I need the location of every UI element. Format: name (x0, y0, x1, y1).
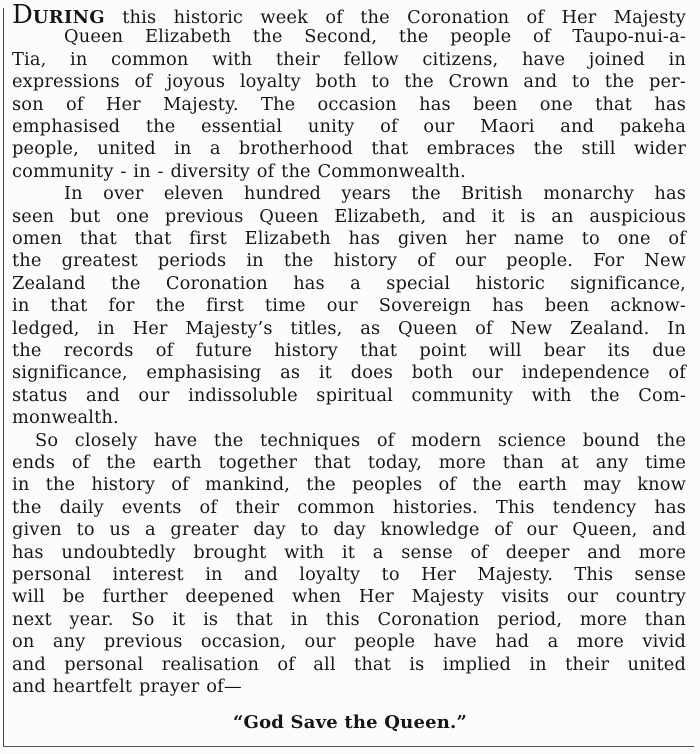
article-line-3: Tia, in common with their fellow citizens, have joined in (12, 48, 686, 70)
article-line-18: status and our indissoluble spiritual community with the Com- (12, 384, 686, 406)
article-line-24: given to us a greater day to day knowledge of our Queen, and (12, 519, 686, 541)
drop-cap: D (12, 0, 33, 30)
column-rule-left (3, 8, 4, 746)
article-line-23: the daily events of their common histories. This tendency has (12, 496, 686, 518)
article-line-13: Zealand the Coronation has a special historic significance, (12, 272, 686, 294)
article-line-14: in that for the first time our Sovereign has been acknow- (12, 295, 686, 317)
article-line-22: in the history of mankind, the peoples of the earth may know (12, 474, 686, 496)
article-line-10: seen but one previous Queen Elizabeth, and it is an auspicious (12, 205, 686, 227)
article-line-19: monwealth. (12, 407, 119, 429)
article-line-9: In over eleven hundred years the British monarchy has (64, 183, 686, 205)
article-line-6: emphasised the essential unity of our Maori and pakeha (12, 116, 686, 137)
line-text: this historic week of the Coronation of Her Majesty (104, 7, 686, 28)
article-line-7: people, united in a brotherhood that embraces the still wider (12, 138, 686, 160)
article-line-29: on any previous occasion, our people have had a more vivid (12, 631, 686, 653)
lead-word: URING (32, 7, 105, 28)
article-line-8: community - in - diversity of the Commonwealth. (12, 160, 466, 182)
article-line-1 (12, 0, 686, 30)
article-line-25: has undoubtedly brought with it a sense of deeper and more (12, 541, 686, 563)
column-rule-bottom (3, 746, 694, 747)
article-line-17: significance, emphasising as it does both our independence of (12, 362, 686, 384)
closing-line: “God Save the Queen.” (232, 712, 468, 734)
article-line-15: ledged, in Her Majesty’s titles, as Queen of New Zealand. In (12, 317, 686, 339)
article-line-31: and heartfelt prayer of— (12, 676, 242, 697)
article-line-5: son of Her Majesty. The occasion has been one that has (12, 93, 686, 115)
article-line-12: the greatest periods in the history of our people. For New (12, 250, 686, 272)
article-line-20: So closely have the techniques of modern science bound the (35, 429, 686, 451)
article-line-11: omen that that first Elizabeth has given her name to one of (12, 228, 686, 249)
article-line-30: and personal realisation of all that is implied in their united (12, 653, 686, 675)
article-line-2: Queen Elizabeth the Second, the people of Taupo-nui-a- (64, 26, 686, 48)
article-line-27: will be further deepened when Her Majesty visits our country (12, 586, 686, 608)
article-line-16: the records of future history that point will bear its due (12, 340, 686, 361)
article-line-4: expressions of joyous loyalty both to the Crown and to the per- (12, 71, 686, 93)
article-line-21: ends of the earth together that today, more than at any time (12, 452, 686, 473)
article-line-26: personal interest in and loyalty to Her Majesty. This sense (12, 564, 686, 585)
article-line-28: next year. So it is that in this Coronation period, more than (12, 608, 686, 630)
